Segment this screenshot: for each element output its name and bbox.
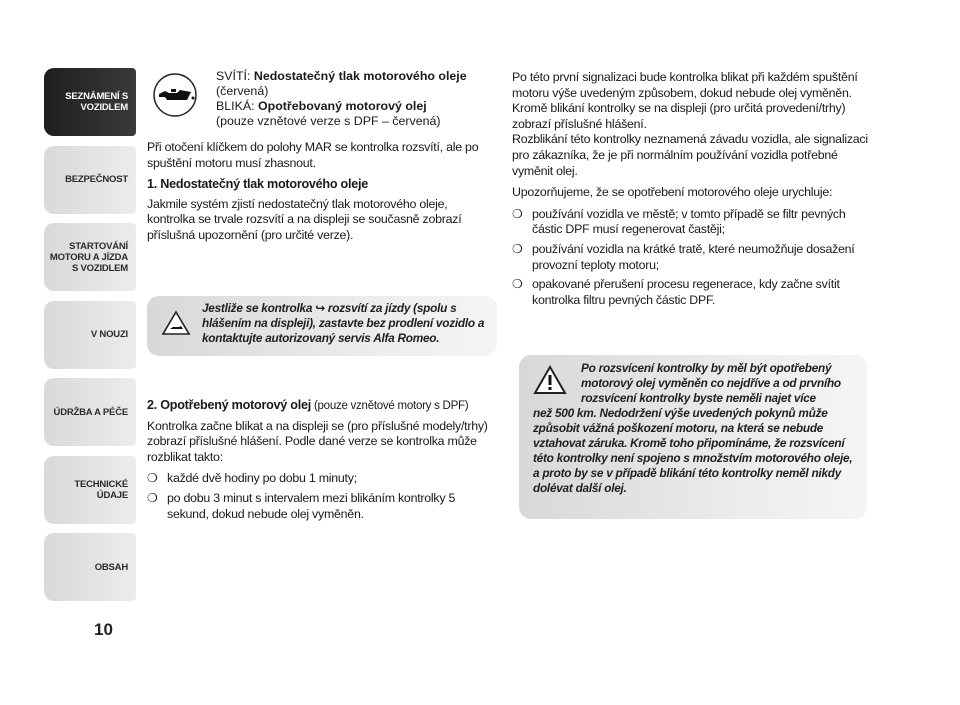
list-item: ❍ používání vozidla ve městě; v tomto případě se filtr pevných částic DPF musí regenerovat častěji;: [512, 207, 868, 238]
tab-technicke[interactable]: TECHNICKÉ ÚDAJE: [44, 456, 136, 524]
tab-v-nouzi[interactable]: V NOUZI: [44, 301, 136, 369]
oil-can-icon: [147, 70, 203, 120]
tab-startovani[interactable]: STARTOVÁNÍ MOTORU A JÍZDA S VOZIDLEM: [44, 223, 136, 291]
section-heading-1: 1. Nedostatečný tlak motorového oleje: [147, 177, 368, 192]
list-item: ❍ po dobu 3 minut s intervalem mezi blikáním kontrolky 5 sekund, dokud nebude olej vyměněn.: [147, 491, 497, 522]
tab-bezpecnost[interactable]: BEZPEČNOST: [44, 146, 136, 214]
warning-triangle-icon: [161, 310, 191, 336]
intro-paragraph: Při otočení klíčkem do polohy MAR se kontrolka rozsvítí, ale po spuštění motoru musí zhasnout.: [147, 140, 479, 170]
warning-triangle-icon: [533, 365, 567, 395]
list-item: ❍ každé dvě hodiny po dobu 1 minuty;: [147, 471, 497, 487]
warning-box-2: Po rozsvícení kontrolky by měl být opotřebený motorový olej vyměněn co nejdříve a od prvního rozsvícení kontrolky byste neměli najet více než 500 km. Nedodržení výše uvedených pokynů může způsobit vážná poškození motoru, na která se nebude vztahovat záruka. Kromě toho připomínáme, že rozsvícení této kontrolky není spojeno s množstvím motorového oleje, a proto by se v případě blikání této kontrolky neměl nikdy dolévat další olej.: [519, 355, 867, 519]
right-paragraph-1: Po této první signalizaci bude kontrolka blikat při každém spuštění motoru výše uvedeným způsobem, dokud nebude olej vyměněn. Kromě blikání kontrolky se na displeji (pro určitá provedení/trhy) zobrazí příslušné hlášení.: [512, 70, 858, 131]
warning-box-1: Jestliže se kontrolka ↪ rozsvítí za jízdy (spolu s hlášením na displeji), zastavte bez prodlení vozidlo a kontaktujte autorizovaný servis Alfa Romeo.: [147, 296, 497, 356]
page-number: 10: [94, 620, 113, 639]
list-item: ❍ opakované přerušení procesu regenerace, kdy začne svítit kontrolka filtru pevných částic DPF.: [512, 277, 868, 308]
oil-can-icon: ↪: [315, 301, 325, 315]
section-paragraph-2: Kontrolka začne blikat a na displeji se (pro příslušné modely/trhy) zobrazí příslušné hlášení. Podle dané verze se kontrolka může rozblikat takto:: [147, 418, 488, 464]
right-paragraph-3: Upozorňujeme, že se opotřebení motorového oleje urychluje:: [512, 185, 833, 200]
tab-seznameni[interactable]: SEZNÁMENÍ S VOZIDLEM: [44, 68, 136, 136]
tab-udrzba[interactable]: ÚDRŽBA A PÉČE: [44, 378, 136, 446]
right-paragraph-2: Rozblikání této kontrolky neznamená závadu vozidla, ale signalizaci pro zákazníka, že je při normálním používání vozidla potřebné vyměnit olej.: [512, 132, 868, 178]
chapter-sidebar: [44, 68, 136, 611]
status-description: SVÍTÍ: Nedostatečný tlak motorového oleje (červená) BLIKÁ: Opotřebovaný motorový olej (pouze vznětové verze s DPF – červená): [216, 69, 467, 128]
tab-obsah[interactable]: OBSAH: [44, 533, 136, 601]
left-column: [147, 140, 497, 250]
list-item: ❍ používání vozidla na krátké tratě, které neumožňuje dosažení provozní teploty motoru;: [512, 242, 868, 273]
right-column: [512, 70, 868, 312]
left-column-2: 2. Opotřebený motorový olej (pouze vznětové motory s DPF) Kontrolka začne blikat a na displeji se (pro příslušné modely/trhy) zobrazí příslušné hlášení. Podle dané verze se kontrolka může rozblikat takto: ❍ každé dvě hodiny po dobu 1 minuty; ❍ po dobu 3 minut s intervalem mezi blikáním kontrolky 5 sekund, dokud nebude olej vyměněn.: [147, 398, 497, 526]
section-paragraph-1: Jakmile systém zjistí nedostatečný tlak motorového oleje, kontrolka se trvale rozsvítí a na displeji se současně zobrazí příslušná upozornění (pro určité verze).: [147, 196, 462, 242]
